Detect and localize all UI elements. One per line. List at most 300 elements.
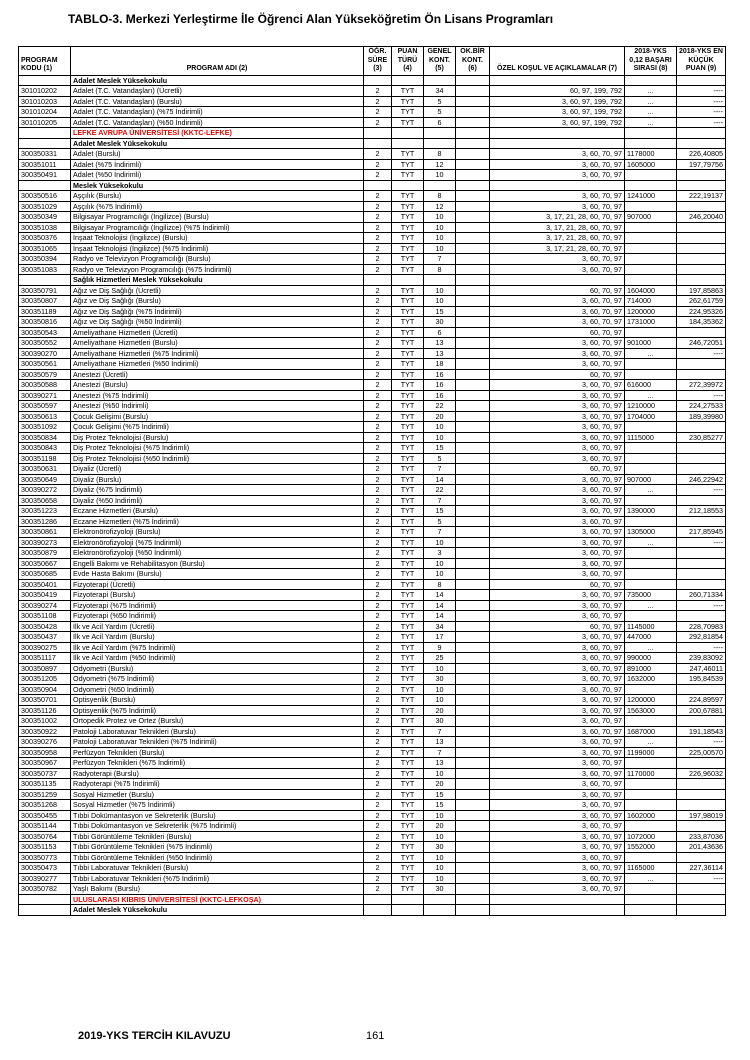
cell-duration: 2: [364, 548, 392, 559]
cell-success-rank: 907000: [625, 212, 677, 223]
cell-min-score: [677, 758, 726, 769]
cell-program-code: 301010203: [19, 96, 71, 107]
cell-program-code: 300350807: [19, 296, 71, 307]
table-row: [19, 170, 726, 181]
cell-program-code: 300390270: [19, 348, 71, 359]
university-heading-row: [19, 128, 726, 139]
cell-general-quota: 14: [424, 590, 456, 601]
cell-program-name: Radyo ve Televizyon Programcılığı (Burslu): [71, 254, 364, 265]
cell-program-code: 300350967: [19, 758, 71, 769]
cell-general-quota: 10: [424, 852, 456, 863]
cell-score-type: TYT: [392, 506, 424, 517]
cell-special-conditions: 3, 17, 21, 28, 60, 70, 97: [490, 212, 625, 223]
cell-duration: 2: [364, 579, 392, 590]
cell-program-code: 300350649: [19, 474, 71, 485]
cell-program-name: Perfüzyon Teknikleri (Burslu): [71, 747, 364, 758]
cell-score-type: TYT: [392, 453, 424, 464]
cell-duration: 2: [364, 737, 392, 748]
table-row: [19, 863, 726, 874]
cell-general-quota: 10: [424, 285, 456, 296]
cell-general-quota: 15: [424, 443, 456, 454]
cell-empty: [392, 180, 424, 191]
cell-program-name: Ameliyathane Hizmetleri (%50 İndirimli): [71, 359, 364, 370]
cell-ok-quota: [456, 338, 490, 349]
cell-program-code: 300350834: [19, 432, 71, 443]
cell-score-type: TYT: [392, 495, 424, 506]
cell-duration: 2: [364, 264, 392, 275]
cell-empty: [677, 75, 726, 86]
cell-ok-quota: [456, 432, 490, 443]
cell-special-conditions: 3, 60, 70, 97: [490, 348, 625, 359]
cell-special-conditions: 3, 60, 70, 97: [490, 474, 625, 485]
table-row: [19, 390, 726, 401]
cell-program-name: Diş Protez Teknolojisi (Burslu): [71, 432, 364, 443]
cell-program-code: 300351083: [19, 264, 71, 275]
cell-special-conditions: 3, 60, 70, 97: [490, 254, 625, 265]
cell-program-name: Tıbbi Görüntüleme Teknikleri (Burslu): [71, 831, 364, 842]
cell-general-quota: 30: [424, 716, 456, 727]
cell-program-code: 300350685: [19, 569, 71, 580]
cell-ok-quota: [456, 831, 490, 842]
cell-program-code: 300351268: [19, 800, 71, 811]
cell-program-name: Radyo ve Televizyon Programcılığı (%75 İndirimli): [71, 264, 364, 275]
cell-general-quota: 10: [424, 222, 456, 233]
cell-program-code: 300350597: [19, 401, 71, 412]
cell-score-type: TYT: [392, 432, 424, 443]
cell-general-quota: 9: [424, 642, 456, 653]
cell-program-name: Odyometri (Burslu): [71, 663, 364, 674]
cell-duration: 2: [364, 768, 392, 779]
cell-ok-quota: [456, 443, 490, 454]
table-row: [19, 842, 726, 853]
cell-general-quota: 18: [424, 359, 456, 370]
header-duration: ÖĞR. SÜRE (3): [364, 47, 392, 76]
cell-program-code: 300350782: [19, 884, 71, 895]
cell-min-score: [677, 243, 726, 254]
cell-special-conditions: 3, 60, 70, 97: [490, 527, 625, 538]
cell-score-type: TYT: [392, 348, 424, 359]
cell-program-code: 300350401: [19, 579, 71, 590]
cell-empty: [364, 275, 392, 286]
cell-special-conditions: 3, 60, 70, 97: [490, 768, 625, 779]
cell-duration: 2: [364, 485, 392, 496]
table-row: [19, 254, 726, 265]
cell-duration: 2: [364, 233, 392, 244]
cell-general-quota: 10: [424, 170, 456, 181]
cell-program-code: 300390276: [19, 737, 71, 748]
cell-score-type: TYT: [392, 831, 424, 842]
cell-ok-quota: [456, 789, 490, 800]
cell-min-score: 239,83092: [677, 653, 726, 664]
cell-ok-quota: [456, 548, 490, 559]
cell-ok-quota: [456, 705, 490, 716]
cell-empty: [392, 905, 424, 916]
cell-program-name: Ağız ve Diş Sağlığı (%75 İndirimli): [71, 306, 364, 317]
cell-program-name: Anestezi (%75 İndirimli): [71, 390, 364, 401]
cell-duration: 2: [364, 590, 392, 601]
cell-success-rank: 1200000: [625, 306, 677, 317]
cell-empty: [677, 905, 726, 916]
cell-ok-quota: [456, 327, 490, 338]
cell-special-conditions: 3, 60, 70, 97: [490, 842, 625, 853]
cell-min-score: [677, 569, 726, 580]
cell-special-conditions: 3, 60, 70, 97: [490, 401, 625, 412]
cell-duration: 2: [364, 380, 392, 391]
cell-min-score: [677, 852, 726, 863]
cell-ok-quota: [456, 495, 490, 506]
programs-table: [18, 46, 726, 916]
cell-ok-quota: [456, 737, 490, 748]
cell-general-quota: 10: [424, 212, 456, 223]
cell-duration: 2: [364, 621, 392, 632]
cell-ok-quota: [456, 149, 490, 160]
cell-empty: [392, 275, 424, 286]
table-row: [19, 474, 726, 485]
cell-success-rank: [625, 569, 677, 580]
cell-success-rank: 1199000: [625, 747, 677, 758]
cell-score-type: TYT: [392, 285, 424, 296]
cell-special-conditions: 3, 60, 70, 97: [490, 737, 625, 748]
cell-program-code: 300350428: [19, 621, 71, 632]
cell-ok-quota: [456, 537, 490, 548]
cell-duration: 2: [364, 684, 392, 695]
cell-min-score: ----: [677, 107, 726, 118]
cell-success-rank: 1115000: [625, 432, 677, 443]
cell-ok-quota: [456, 768, 490, 779]
cell-general-quota: 20: [424, 411, 456, 422]
table-row: [19, 506, 726, 517]
cell-score-type: TYT: [392, 558, 424, 569]
cell-empty: [424, 180, 456, 191]
cell-program-name: Adalet (T.C. Vatandaşları) (Ücretli): [71, 86, 364, 97]
cell-ok-quota: [456, 821, 490, 832]
cell-program-code: 301010202: [19, 86, 71, 97]
cell-empty: [19, 894, 71, 905]
cell-special-conditions: 60, 70, 97: [490, 369, 625, 380]
cell-duration: 2: [364, 642, 392, 653]
cell-min-score: 228,70983: [677, 621, 726, 632]
table-row: [19, 716, 726, 727]
cell-ok-quota: [456, 474, 490, 485]
cell-score-type: TYT: [392, 758, 424, 769]
table-row: [19, 212, 726, 223]
cell-success-rank: [625, 558, 677, 569]
cell-general-quota: 8: [424, 191, 456, 202]
cell-min-score: 191,18543: [677, 726, 726, 737]
cell-general-quota: 34: [424, 86, 456, 97]
cell-min-score: ----: [677, 537, 726, 548]
cell-ok-quota: [456, 96, 490, 107]
cell-special-conditions: 3, 60, 70, 97: [490, 485, 625, 496]
cell-ok-quota: [456, 527, 490, 538]
cell-ok-quota: [456, 779, 490, 790]
cell-ok-quota: [456, 191, 490, 202]
cell-special-conditions: 3, 60, 70, 97: [490, 306, 625, 317]
cell-min-score: 272,39972: [677, 380, 726, 391]
cell-special-conditions: 3, 60, 70, 97: [490, 863, 625, 874]
table-row: [19, 611, 726, 622]
cell-success-rank: [625, 758, 677, 769]
cell-empty: [677, 894, 726, 905]
cell-score-type: TYT: [392, 810, 424, 821]
cell-special-conditions: 3, 60, 70, 97: [490, 380, 625, 391]
cell-general-quota: 10: [424, 537, 456, 548]
cell-empty: [625, 75, 677, 86]
cell-score-type: TYT: [392, 233, 424, 244]
university-heading: ULUSLARASI KIBRIS ÜNİVERSİTESİ (KKTC-LEFKOŞA): [71, 894, 364, 905]
cell-score-type: TYT: [392, 338, 424, 349]
cell-general-quota: 13: [424, 348, 456, 359]
cell-program-code: 300351108: [19, 611, 71, 622]
cell-general-quota: 30: [424, 884, 456, 895]
cell-min-score: ----: [677, 485, 726, 496]
cell-min-score: 217,85945: [677, 527, 726, 538]
cell-program-name: Çocuk Gelişimi (%75 İndirimli): [71, 422, 364, 433]
cell-min-score: [677, 516, 726, 527]
cell-empty: [19, 128, 71, 139]
cell-score-type: TYT: [392, 716, 424, 727]
cell-general-quota: 10: [424, 432, 456, 443]
cell-score-type: TYT: [392, 191, 424, 202]
cell-score-type: TYT: [392, 768, 424, 779]
university-heading: LEFKE AVRUPA ÜNİVERSİTESİ (KKTC-LEFKE): [71, 128, 364, 139]
cell-special-conditions: 3, 60, 70, 97: [490, 569, 625, 580]
cell-min-score: 225,00570: [677, 747, 726, 758]
table-row: [19, 821, 726, 832]
cell-program-name: Ameliyathane Hizmetleri (%75 İndirimli): [71, 348, 364, 359]
cell-score-type: TYT: [392, 663, 424, 674]
cell-min-score: 222,19137: [677, 191, 726, 202]
cell-special-conditions: 60, 70, 97: [490, 464, 625, 475]
cell-min-score: [677, 495, 726, 506]
cell-special-conditions: 3, 60, 70, 97: [490, 296, 625, 307]
cell-general-quota: 3: [424, 548, 456, 559]
cell-duration: 2: [364, 422, 392, 433]
cell-program-name: Adalet (%75 İndirimli): [71, 159, 364, 170]
cell-program-code: 300351223: [19, 506, 71, 517]
cell-ok-quota: [456, 107, 490, 118]
faculty-heading-row: [19, 275, 726, 286]
cell-special-conditions: 3, 60, 70, 97: [490, 821, 625, 832]
cell-general-quota: 10: [424, 296, 456, 307]
cell-duration: 2: [364, 600, 392, 611]
cell-special-conditions: 3, 17, 21, 28, 60, 70, 97: [490, 233, 625, 244]
table-row: [19, 632, 726, 643]
cell-special-conditions: 3, 60, 70, 97: [490, 516, 625, 527]
cell-success-rank: [625, 369, 677, 380]
cell-special-conditions: 3, 60, 70, 97: [490, 695, 625, 706]
cell-score-type: TYT: [392, 222, 424, 233]
cell-special-conditions: 3, 60, 70, 97: [490, 653, 625, 664]
cell-success-rank: [625, 516, 677, 527]
table-body: [19, 75, 726, 915]
cell-special-conditions: 3, 60, 70, 97: [490, 317, 625, 328]
cell-duration: 2: [364, 327, 392, 338]
cell-program-name: Odyometri (%50 İndirimli): [71, 684, 364, 695]
cell-program-code: 300350773: [19, 852, 71, 863]
cell-score-type: TYT: [392, 264, 424, 275]
cell-score-type: TYT: [392, 537, 424, 548]
cell-special-conditions: 3, 60, 70, 97: [490, 831, 625, 842]
cell-ok-quota: [456, 243, 490, 254]
cell-ok-quota: [456, 600, 490, 611]
cell-score-type: TYT: [392, 369, 424, 380]
cell-score-type: TYT: [392, 600, 424, 611]
table-row: [19, 695, 726, 706]
cell-ok-quota: [456, 170, 490, 181]
cell-general-quota: 10: [424, 558, 456, 569]
cell-duration: 2: [364, 159, 392, 170]
cell-duration: 2: [364, 873, 392, 884]
cell-min-score: [677, 359, 726, 370]
cell-ok-quota: [456, 453, 490, 464]
cell-duration: 2: [364, 107, 392, 118]
cell-ok-quota: [456, 632, 490, 643]
cell-min-score: 197,79756: [677, 159, 726, 170]
cell-success-rank: [625, 443, 677, 454]
cell-empty: [456, 894, 490, 905]
cell-program-code: 300351002: [19, 716, 71, 727]
cell-success-rank: [625, 170, 677, 181]
cell-success-rank: 1552000: [625, 842, 677, 853]
cell-success-rank: [625, 464, 677, 475]
cell-ok-quota: [456, 569, 490, 580]
faculty-heading: Adalet Meslek Yüksekokulu: [71, 75, 364, 86]
cell-program-code: 300350491: [19, 170, 71, 181]
cell-duration: 2: [364, 474, 392, 485]
cell-success-rank: [625, 422, 677, 433]
cell-ok-quota: [456, 348, 490, 359]
cell-duration: 2: [364, 317, 392, 328]
cell-success-rank: ...: [625, 600, 677, 611]
cell-program-code: 300350561: [19, 359, 71, 370]
cell-program-code: 300351153: [19, 842, 71, 853]
cell-empty: [677, 138, 726, 149]
cell-program-name: Diyaliz (Ücretli): [71, 464, 364, 475]
cell-min-score: [677, 233, 726, 244]
cell-min-score: [677, 453, 726, 464]
cell-ok-quota: [456, 254, 490, 265]
cell-min-score: [677, 558, 726, 569]
cell-general-quota: 7: [424, 495, 456, 506]
cell-duration: 2: [364, 632, 392, 643]
cell-score-type: TYT: [392, 380, 424, 391]
cell-general-quota: 10: [424, 569, 456, 580]
cell-program-name: Perfüzyon Teknikleri (%75 İndirimli): [71, 758, 364, 769]
cell-program-name: Radyoterapi (%75 İndirimli): [71, 779, 364, 790]
cell-general-quota: 30: [424, 317, 456, 328]
cell-program-name: Patoloji Laboratuvar Teknikleri (Burslu): [71, 726, 364, 737]
cell-min-score: ----: [677, 117, 726, 128]
cell-general-quota: 10: [424, 243, 456, 254]
cell-score-type: TYT: [392, 516, 424, 527]
cell-special-conditions: 3, 60, 70, 97: [490, 159, 625, 170]
cell-success-rank: ...: [625, 348, 677, 359]
cell-general-quota: 15: [424, 789, 456, 800]
table-row: [19, 758, 726, 769]
cell-program-code: 300351029: [19, 201, 71, 212]
cell-success-rank: [625, 201, 677, 212]
cell-program-name: Ağız ve Diş Sağlığı (Ücretli): [71, 285, 364, 296]
cell-general-quota: 10: [424, 810, 456, 821]
cell-success-rank: ...: [625, 107, 677, 118]
cell-general-quota: 34: [424, 621, 456, 632]
cell-special-conditions: 3, 60, 70, 97: [490, 810, 625, 821]
cell-success-rank: 735000: [625, 590, 677, 601]
cell-success-rank: 1072000: [625, 831, 677, 842]
table-row: [19, 411, 726, 422]
cell-success-rank: ...: [625, 873, 677, 884]
cell-program-code: 300350455: [19, 810, 71, 821]
cell-program-name: Anestezi (Burslu): [71, 380, 364, 391]
table-row: [19, 338, 726, 349]
cell-min-score: 246,20040: [677, 212, 726, 223]
cell-duration: 2: [364, 674, 392, 685]
cell-special-conditions: 3, 60, 70, 97: [490, 600, 625, 611]
table-row: [19, 621, 726, 632]
cell-general-quota: 16: [424, 380, 456, 391]
table-row: [19, 831, 726, 842]
cell-score-type: TYT: [392, 642, 424, 653]
cell-special-conditions: 3, 60, 70, 97: [490, 873, 625, 884]
cell-empty: [490, 905, 625, 916]
cell-program-code: 300351198: [19, 453, 71, 464]
cell-ok-quota: [456, 674, 490, 685]
cell-duration: 2: [364, 201, 392, 212]
cell-special-conditions: 60, 70, 97: [490, 579, 625, 590]
cell-duration: 2: [364, 653, 392, 664]
cell-program-code: 300350791: [19, 285, 71, 296]
table-row: [19, 590, 726, 601]
cell-program-name: Bilgisayar Programcılığı (İngilizce) (Burslu): [71, 212, 364, 223]
table-row: [19, 747, 726, 758]
cell-min-score: 247,46011: [677, 663, 726, 674]
cell-score-type: TYT: [392, 548, 424, 559]
cell-ok-quota: [456, 380, 490, 391]
page-number: 161: [366, 1030, 385, 1042]
table-row: [19, 810, 726, 821]
table-row: [19, 569, 726, 580]
cell-general-quota: 7: [424, 464, 456, 475]
cell-program-code: 300390277: [19, 873, 71, 884]
cell-ok-quota: [456, 369, 490, 380]
cell-program-name: Anestezi (Ücretli): [71, 369, 364, 380]
table-row: [19, 684, 726, 695]
cell-duration: 2: [364, 779, 392, 790]
cell-program-code: 300350897: [19, 663, 71, 674]
cell-special-conditions: 3, 60, 70, 97: [490, 884, 625, 895]
cell-ok-quota: [456, 117, 490, 128]
cell-success-rank: [625, 548, 677, 559]
cell-duration: 2: [364, 831, 392, 842]
cell-program-code: 300351092: [19, 422, 71, 433]
cell-ok-quota: [456, 485, 490, 496]
cell-program-code: 300350922: [19, 726, 71, 737]
cell-empty: [677, 128, 726, 139]
cell-ok-quota: [456, 884, 490, 895]
cell-score-type: TYT: [392, 674, 424, 685]
cell-score-type: TYT: [392, 390, 424, 401]
cell-ok-quota: [456, 401, 490, 412]
cell-special-conditions: 3, 60, 70, 97: [490, 758, 625, 769]
cell-special-conditions: 3, 60, 70, 97: [490, 726, 625, 737]
cell-program-name: Bilgisayar Programcılığı (İngilizce) (%75 İndirimli): [71, 222, 364, 233]
cell-duration: 2: [364, 170, 392, 181]
cell-duration: 2: [364, 852, 392, 863]
cell-empty: [364, 180, 392, 191]
cell-success-rank: [625, 233, 677, 244]
cell-program-name: Fizyoterapi (Ücretli): [71, 579, 364, 590]
